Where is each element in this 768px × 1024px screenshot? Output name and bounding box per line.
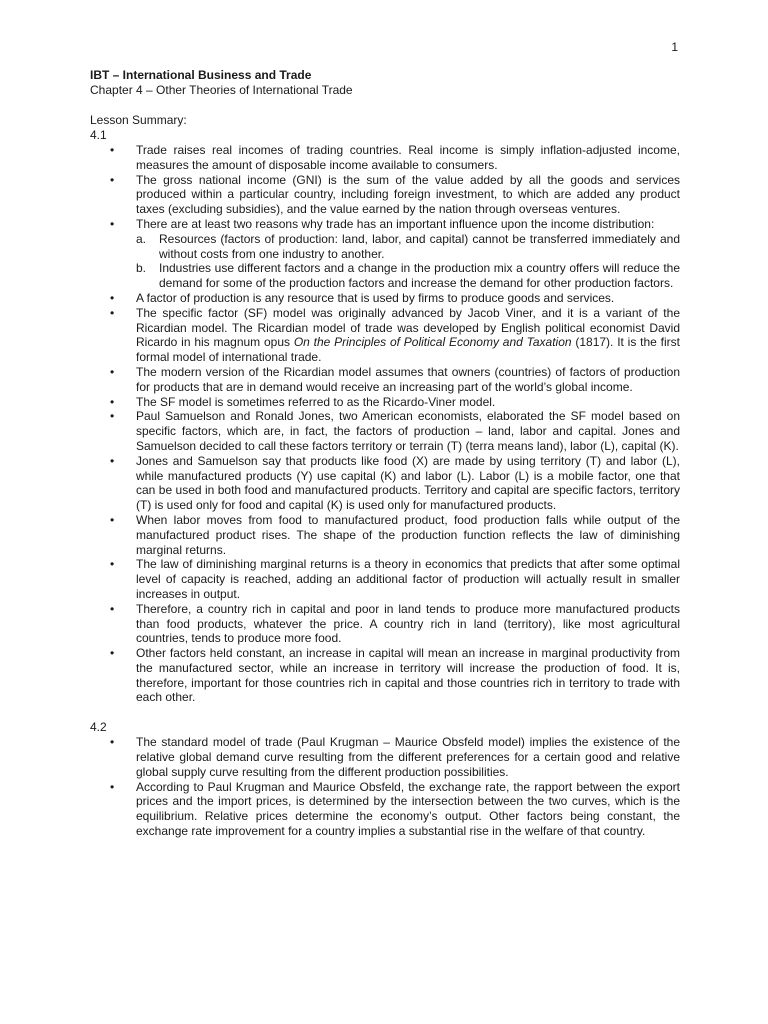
sub-list	[136, 232, 680, 291]
bullet-item: • When labor moves from food to manufactured product, food production falls while output of the manufactured product rises. The shape of the production function reflects the law of diminishing marginal returns.	[90, 513, 680, 557]
document-title: IBT – International Business and Trade	[90, 68, 312, 82]
bullet-item: • A factor of production is any resource that is used by firms to produce goods and services.	[90, 291, 680, 306]
bullet-item: • The gross national income (GNI) is the sum of the value added by all the goods and services produced within a particular country, including foreign investment, to which are added any product taxes (excluding subsidies), and the value earned by the nation through overseas ventures.	[90, 173, 680, 217]
bullet-item: • Therefore, a country rich in capital and poor in land tends to produce more manufactured products than food products, whatever the price. A country rich in land (territory), like most agricultural countries, tends to produce more food.	[90, 602, 680, 646]
bullet-text: There are at least two reasons why trade has an important influence upon the income distribution:	[136, 216, 655, 231]
spacer	[90, 98, 680, 113]
spacer	[90, 705, 680, 720]
bullet-text: The specific factor (SF) model was originally advanced by Jacob Viner, and it is a variant of the Ricardian model. The Ricardian model of trade was developed by English political economist David Ricardo in his magnum opus	[136, 305, 680, 350]
bullet-item: • Other factors held constant, an increase in capital will mean an increase in marginal productivity from the manufactured sector, while an increase in territory will increase the production of food. It is, therefore, important for those countries rich in capital and those countries rich in territory to trade with each other.	[90, 646, 680, 705]
bullet-item	[90, 306, 680, 365]
bullet-item: • Paul Samuelson and Ronald Jones, two American economists, elaborated the SF model based on specific factors, which are, in fact, the factors of production – land, labor and capital. Jones and Samuelson decided to call these factors territory or terrain (T) (terra means land), labor (L), capital (K).	[90, 409, 680, 453]
chapter-heading: Chapter 4 – Other Theories of International Trade	[90, 83, 353, 97]
sub-list-item	[136, 232, 680, 262]
bullet-item: • The modern version of the Ricardian model assumes that owners (countries) of factors of production for products that are in demand would receive an increasing part of the world’s global income.	[90, 365, 680, 395]
lesson-summary-label: Lesson Summary:	[90, 113, 187, 127]
bullet-item	[90, 217, 680, 291]
section-label-4-2: 4.2	[90, 720, 107, 735]
bullet-item: • Jones and Samuelson say that products like food (X) are made by using territory (T) and labor (L), while manufactured products (Y) use capital (K) and labor (L). Labor (L) is a mobile factor, one that can be used in both food and manufactured products. Territory and capital are specific factors, territory (T) is used only for food and capital (K) is used only for manufactured products.	[90, 454, 680, 513]
book-title: On the Principles of Political Economy and Taxation	[293, 335, 572, 350]
sub-list-marker: a.	[136, 231, 147, 246]
section-4-2-bullets	[90, 735, 680, 839]
sub-list-text: Resources (factors of production: land, labor, and capital) cannot be transferred immediately and without costs from one industry to another.	[159, 231, 680, 261]
bullet-item: • According to Paul Krugman and Maurice Obsfeld, the exchange rate, the rapport between the export prices and the import prices, is determined by the intersection between the two curves, which is the equilibrium. Relative prices determine the economy’s output. Other factors being constant, the exchange rate improvement for a country implies a substantial rise in the welfare of that country.	[90, 780, 680, 839]
bullet-item: • The law of diminishing marginal returns is a theory in economics that predicts that after some optimal level of capacity is reached, adding an additional factor of production will actually result in smaller increases in output.	[90, 557, 680, 601]
bullet-item: • Trade raises real incomes of trading countries. Real income is simply inflation-adjusted income, measures the amount of disposable income available to consumers.	[90, 143, 680, 173]
bullet-item: • The standard model of trade (Paul Krugman – Maurice Obsfeld model) implies the existence of the relative global demand curve resulting from the different preferences for a certain good and relative global supply curve resulting from the different production possibilities.	[90, 735, 680, 779]
bullet-text: (1817). It is the first formal model of international trade.	[136, 335, 680, 365]
page-number: 1	[671, 40, 678, 54]
sub-list-text: Industries use different factors and a change in the production mix a country offers will reduce the demand for some of the production factors and increase the demand for other production factors.	[159, 261, 680, 291]
sub-list-marker: b.	[136, 261, 147, 276]
section-label-4-1: 4.1	[90, 128, 107, 142]
sub-list-item	[136, 261, 680, 291]
bullet-item: • The SF model is sometimes referred to as the Ricardo-Viner model.	[90, 395, 680, 410]
section-4-1-bullets	[90, 143, 680, 705]
